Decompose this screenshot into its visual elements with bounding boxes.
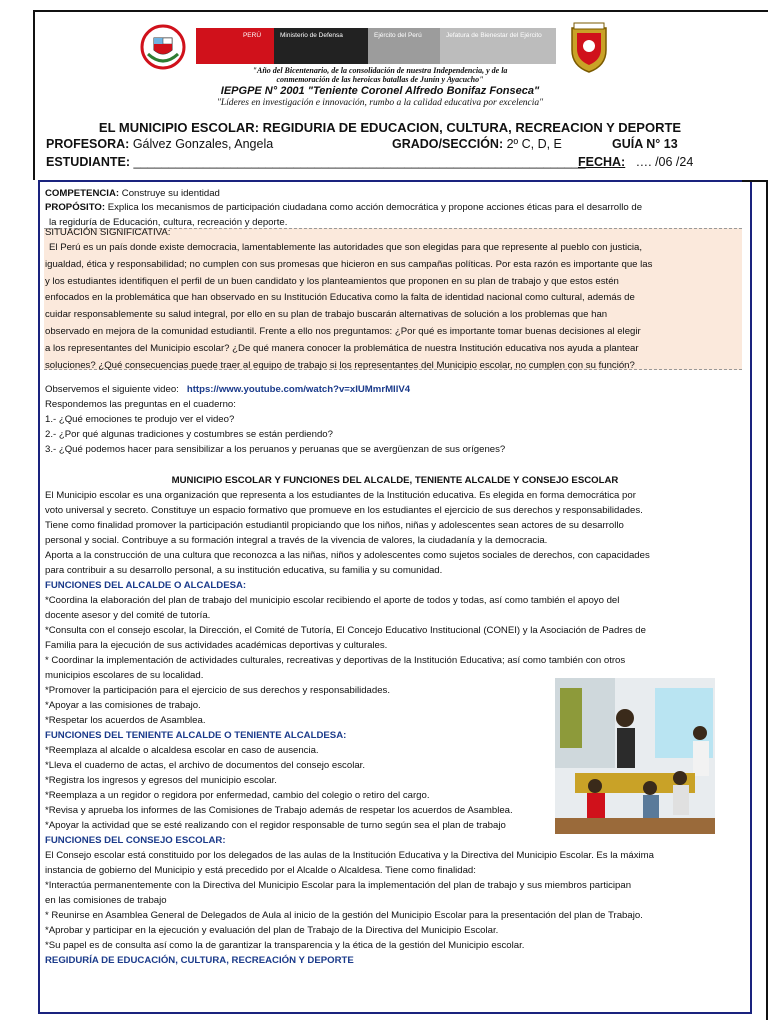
regiduria-title: REGIDURÍA DE EDUCACIÓN, CULTURA, RECREACIÓN Y DEPORTE — [45, 955, 354, 966]
video-section: Observemos el siguiente video: https://www.youtube.com/watch?v=xIUMmrMIlV4 Respondemos las preguntas en el cuaderno: 1.- ¿Qué emociones te produjo ver el video? 2.- ¿Por qué algunas tradiciones y costumbres se están perdiendo? 3.- ¿Qué podemos hacer para sensibilizar a los peruanos y peruanas que se avergüenzan de sus orígenes? — [45, 382, 745, 457]
intro-text: El Municipio escolar es una organización que representa a los estudiantes de la Institución educativa. Es elegida en forma democrática por voto universal y secreto. Constituye un espacio formativo que promueve en los estudiantes el ejercicio de sus derechos y responsabilidades. Tiene como finalidad promover la participación estudiantil propiciando que los niños, niñas y adolescentes sean actores de su desarrollo personal y social. Contribuye a su formación integral a través de la vivencia de valores, la ciudadanía y la democracia. Aporta a la construcción de una cultura que reconozca a las niñas, niños y adolescentes como sujetos sociales de derechos, con capacidades para contribuir a su desarrollo personal, a su institución educativa, su familia y su comunidad. FUNCIONES DEL ALCALDE O ALCALDESA: *Coordina la elaboración del plan de trabajo del municipio escolar recibiendo el aporte de todos y todas, así como también el apoyo del docente asesor y del comité de tutoría. *Consulta con el consejo escolar, la Dirección, el Comité de Tutoría, El Concejo Educativo Institucional (CONEI) y la Asociación de Padres de Familia para la ejecución de sus actividades académicas deportivas y culturales. * Coordinar la implementación de actividades culturales, recreativas y deportivas de la Institución Educativa; así como también con otros municipios escolares de su localidad. *Promover la participación para el ejercicio de sus derechos y responsabilidades. *Apoyar a las comisiones de trabajo. *Respetar los acuerdos de Asamblea. FUNCIONES DEL TENIENTE ALCALDE O TENIENTE ALCALDESA: *Reemplaza al alcalde o alcaldesa escolar en caso de ausencia. *Lleva el cuaderno de actas, el archivo de documentos del consejo escolar. *Registra los ingresos y egresos del municipio escolar. *Reemplaza a un regidor o regidora por enfermedad, cambio del colegio o retiro del cargo. *Revisa y aprueba los informes de las Comisiones de Trabajo además de respetar los acuerdos de Asamblea. *Apoyar la actividad que se esté realizando con el regidor responsable de turno según sea el plan de trabajo FUNCIONES DEL CONSEJO ESCOLAR: El Consejo escolar está constituido por los delegados de las aulas de la Institución Educativa y la Directiva del Municipio Escolar. Es la máxima instancia de gobierno del Municipio y está precedido por el Alcalde o Alcaldesa. Tiene como finalidad: *Interactúa permanentemente con la Directiva del Municipio Escolar para la implementación del plan de trabajo y sus miembros participan en las comisiones de trabajo * Reunirse en Asamblea General de Delegados de Aula al inicio de la gestión del Municipio Escolar para la presentación del plan de Trabajo. *Aprobar y participar en la ejecución y evaluación del plan de Trabajo de la Directiva del Municipio Escolar. *Su papel es de consulta así como la de garantizar la transparencia y la ética de la gestión del Municipio escolar. REGIDURÍA DE EDUCACIÓN, CULTURA, RECREACIÓN Y DEPORTE — [45, 488, 745, 968]
banner-ministerio: Ministerio de Defensa — [274, 28, 368, 64]
peru-coat-of-arms-icon — [140, 24, 186, 70]
estudiante-blank: _________________________________________________________________ — [133, 155, 586, 169]
pregunta-1: 1.- ¿Qué emociones te produjo ver el video? — [45, 414, 235, 425]
consejo-title: FUNCIONES DEL CONSEJO ESCOLAR: — [45, 835, 226, 846]
school-name: IEPGPE N° 2001 "Teniente Coronel Alfredo Bonifaz Fonseca" — [220, 85, 540, 97]
fecha-value: …. /06 /24 — [635, 155, 694, 169]
page-title: EL MUNICIPIO ESCOLAR: REGIDURIA DE EDUCACION, CULTURA, RECREACION Y DEPORTE — [98, 120, 682, 135]
grado-value: 2º C, D, E — [506, 137, 562, 151]
video-link[interactable]: https://www.youtube.com/watch?v=xIUMmrMIlV4 — [186, 384, 411, 395]
motto — [150, 66, 610, 84]
banner-ejercito: Ejército del Perú — [368, 28, 440, 64]
motto-line-2: conmemoración de las heroicas batallas de Junín y Ayacucho" — [276, 75, 484, 84]
guia-number: GUÍA N° 13 — [612, 137, 678, 151]
institution-banner — [196, 28, 556, 64]
competencia: COMPETENCIA: Construye su identidad — [45, 188, 220, 199]
estudiante-row: ESTUDIANTE: _________________________________________________________________ — [46, 155, 586, 169]
motto-line-1: "Año del Bicentenario, de la consolidación de nuestra Independencia, y de la — [252, 66, 508, 75]
profesora-name: Gálvez Gonzales, Angela — [132, 137, 274, 151]
teniente-title: FUNCIONES DEL TENIENTE ALCALDE O TENIENTE ALCALDESA: — [45, 730, 347, 741]
classroom-illustration — [555, 678, 715, 834]
situacion-label: SITUACIÓN SIGNIFICATIVA: — [45, 227, 171, 238]
pregunta-2: 2.- ¿Por qué algunas tradiciones y costumbres se están perdiendo? — [45, 429, 333, 440]
profesora-row: PROFESORA: Gálvez Gonzales, Angela — [46, 137, 274, 151]
page-frame-top-right — [740, 10, 768, 170]
alcalde-title: FUNCIONES DEL ALCALDE O ALCALDESA: — [45, 580, 247, 591]
pregunta-3: 3.- ¿Qué podemos hacer para sensibilizar a los peruanos y peruanas que se avergüenzan de sus orígenes? — [45, 444, 506, 455]
content-frame-right — [742, 180, 768, 1020]
fecha-row: FECHA: …. /06 /24 — [578, 155, 694, 169]
situacion-text: SITUACIÓN SIGNIFICATIVA: El Perú es un país donde existe democracia, lamentablemente las autoridades que son elegidas para que represente al pueblo con justicia, igualdad, ética y responsabilidad; no cumplen con sus promesas que hicieron en sus campañas políticas. Por esta razón es importante que las y los estudiantes identifiquen el perfil de un buen candidato y los planteamientos que proponen en su plan de trabajo y que estos estén enfocados en la problemática que han observado en su Institución Educativa como la falta de identidad nacional como cultural, además de cuidar responsablemente su salud integral, por ello en su plan de trabajo buscarán alternativas de solución a los problemas que han observado en mejora de la comunidad estudiantil. Frente a ello nos preguntamos: ¿Por qué es importante tomar buenas decisiones al elegir a los representantes del Municipio escolar? ¿De qué manera conocer la problemática de nuestra Institución educativa nos ayuda a plantear soluciones? ¿Qué consecuencias puede traer al equipo de trabajo si los representantes del Municipio escolar, no cumplen con su función? — [45, 226, 745, 374]
section-title: MUNICIPIO ESCOLAR Y FUNCIONES DEL ALCALDE, TENIENTE ALCALDE Y CONSEJO ESCOLAR — [171, 475, 619, 486]
grado-row: GRADO/SECCIÓN: 2º C, D, E — [392, 137, 562, 151]
proposito: PROPÓSITO: Explica los mecanismos de participación ciudadana como acción democrática y propone acciones éticas para el desarrollo de la regiduría de Educación, cultura, recreación y deporte. — [45, 202, 643, 228]
banner-peru: PERÚ — [196, 28, 274, 64]
banner-jefatura: Jefatura de Bienestar del Ejército — [440, 28, 556, 64]
school-lema: "Líderes en investigación e innovación, rumbo a la calidad educativa por excelencia" — [216, 98, 544, 108]
